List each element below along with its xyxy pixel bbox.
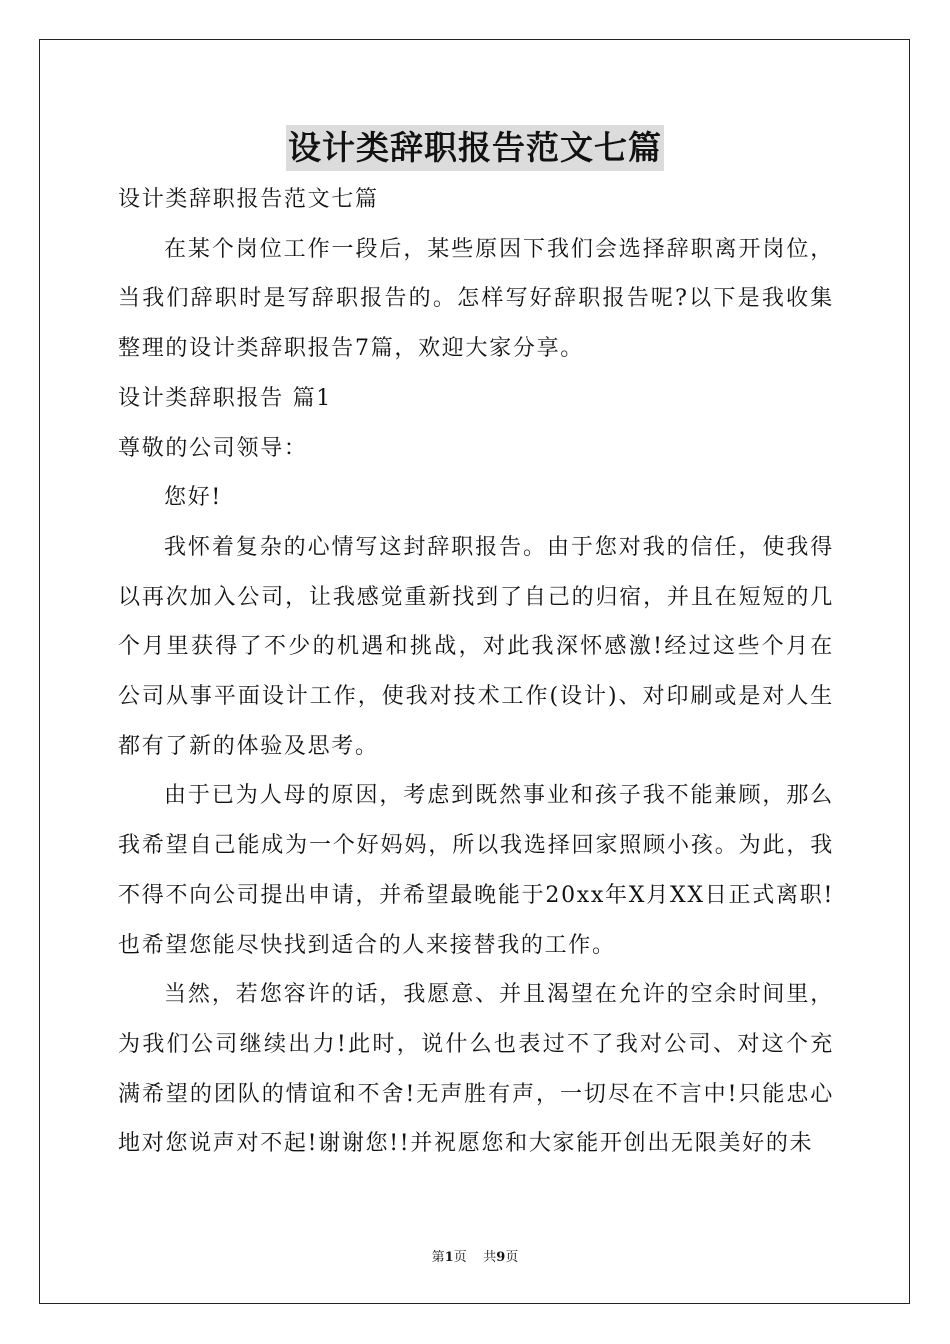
section-heading: 设计类辞职报告 篇1 <box>118 385 332 411</box>
page-current: 1 <box>444 1250 454 1265</box>
total-suffix: 页 <box>505 1250 519 1265</box>
document-body <box>118 175 834 1169</box>
paragraph-body-1: 我怀着复杂的心情写这封辞职报告。由于您对我的信任，使我得以再次加入公司，让我感觉重新找到了自己的归宿，并且在短短的几个月里获得了不少的机遇和挑战，对此我深怀感激!经过这些个月在公司从事平面设计工作，使我对技术工作(设计)、对印刷或是对人生都有了新的体验及思考。 <box>118 534 834 759</box>
document-subtitle: 设计类辞职报告范文七篇 <box>118 187 379 212</box>
page-suffix: 页 <box>453 1250 467 1265</box>
greeting: 您好! <box>164 485 222 511</box>
page-footer <box>0 1246 950 1265</box>
paragraph-intro: 在某个岗位工作一段后，某些原因下我们会选择辞职离开岗位，当我们辞职时是写辞职报告的。怎样写好辞职报告呢?以下是我收集整理的设计类辞职报告7篇，欢迎大家分享。 <box>118 236 834 362</box>
salutation: 尊敬的公司领导： <box>118 435 308 461</box>
paragraph-body-2: 由于已为人母的原因，考虑到既然事业和孩子我不能兼顾，那么我希望自己能成为一个好妈妈，所以我选择回家照顾小孩。为此，我不得不向公司提出申请，并希望最晚能于20xx年X月XX日正式离职!也希望您能尽快找到适合的人来接替我的工作。 <box>118 783 834 958</box>
document-title: 设计类辞职报告范文七篇 <box>286 125 664 171</box>
title-area <box>0 125 950 171</box>
total-prefix: 共 <box>483 1250 497 1265</box>
paragraph-body-3: 当然，若您容许的话，我愿意、并且渴望在允许的空余时间里，为我们公司继续出力!此时，说什么也表过不了我对公司、对这个充满希望的团队的情谊和不舍!无声胜有声，一切尽在不言中!只能忠心地对您说声对不起!谢谢您!!并祝愿您和大家能开创出无限美好的未 <box>118 982 834 1157</box>
page-prefix: 第 <box>431 1250 445 1265</box>
total-pages: 9 <box>496 1250 506 1265</box>
